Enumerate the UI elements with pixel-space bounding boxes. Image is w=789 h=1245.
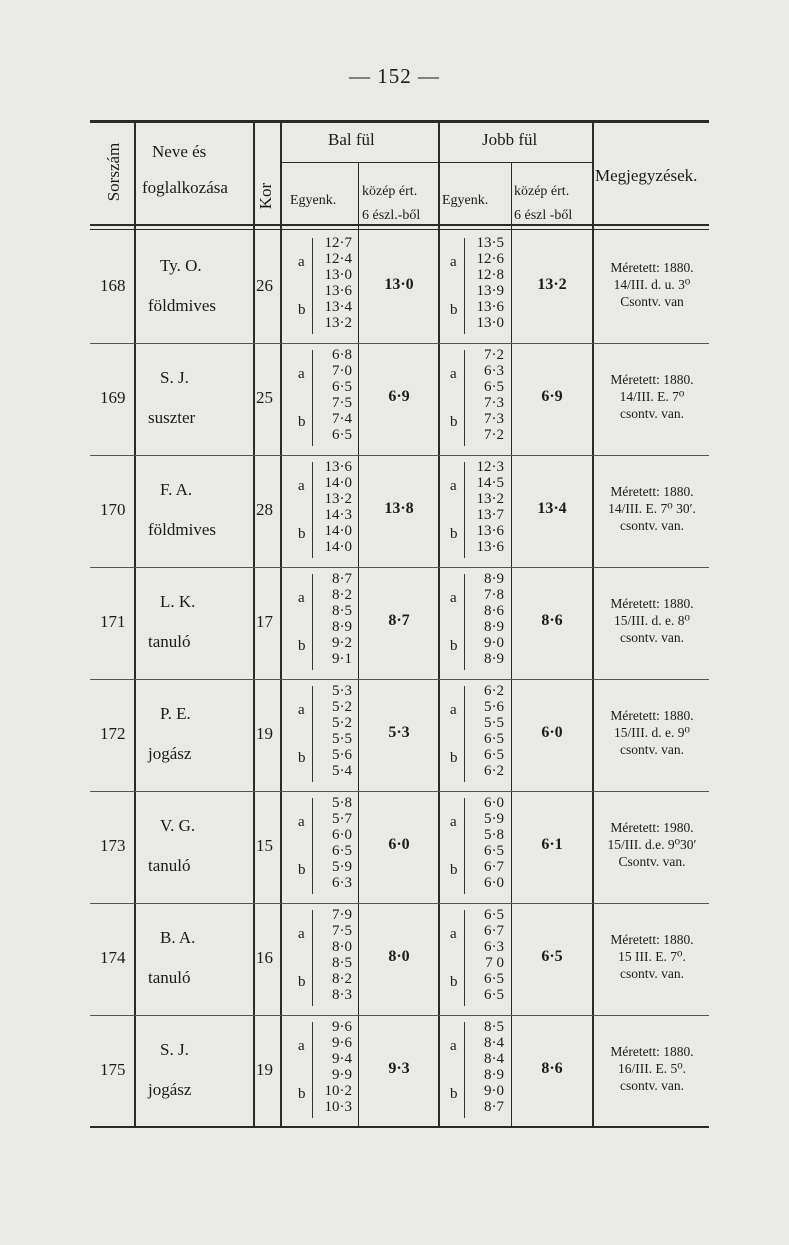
measurement-left: 5·3 xyxy=(332,683,352,699)
label-a: a xyxy=(450,1038,457,1054)
measurement-right: 8·4 xyxy=(484,1035,504,1051)
label-b: b xyxy=(450,750,458,766)
label-b: b xyxy=(450,974,458,990)
label-a: a xyxy=(298,254,305,270)
table-row xyxy=(90,1016,709,1129)
row-note: csontv. van. xyxy=(620,518,684,533)
row-note: 15/III. d. e. 9⁰ xyxy=(614,725,690,740)
row-number: 175 xyxy=(100,1060,126,1079)
measurement-left: 6·5 xyxy=(332,843,352,859)
label-b: b xyxy=(298,750,306,766)
measurement-right: 13·7 xyxy=(476,507,504,523)
average-left: 6·9 xyxy=(388,388,410,405)
label-a: a xyxy=(450,926,457,942)
average-right: 6·1 xyxy=(541,836,563,853)
measurement-left: 8·3 xyxy=(332,987,352,1003)
row-note: csontv. van. xyxy=(620,630,684,645)
measurement-right: 6·7 xyxy=(484,923,504,939)
measurement-right: 8·6 xyxy=(484,603,504,619)
header-kozep-ert-left: közép ért. xyxy=(362,184,418,199)
label-b: b xyxy=(450,302,458,318)
average-left: 8·7 xyxy=(388,612,410,629)
measurement-right: 13·6 xyxy=(476,523,504,539)
row-separator xyxy=(90,679,709,680)
page-number: — 152 — xyxy=(349,64,440,88)
measurement-left: 5·7 xyxy=(332,811,352,827)
measurement-right: 13·9 xyxy=(476,283,504,299)
measurement-right: 7·3 xyxy=(484,411,504,427)
measurement-left: 12·7 xyxy=(324,235,352,251)
label-a: a xyxy=(298,478,305,494)
measurement-right: 6·5 xyxy=(484,971,504,987)
measurement-right: 6·5 xyxy=(484,987,504,1003)
label-a: a xyxy=(450,366,457,382)
measurement-right: 7·2 xyxy=(484,347,504,363)
label-a: a xyxy=(298,926,305,942)
measurement-left: 5·8 xyxy=(332,795,352,811)
measurement-left: 9·1 xyxy=(332,651,352,667)
measurement-left: 8·2 xyxy=(332,971,352,987)
row-number: 174 xyxy=(100,948,126,967)
measurement-left: 14·0 xyxy=(324,539,352,555)
row-separator xyxy=(90,1015,709,1016)
measurement-left: 8·5 xyxy=(332,955,352,971)
measurement-right: 12·3 xyxy=(476,459,504,475)
row-separator xyxy=(90,791,709,792)
header-rule-1 xyxy=(90,224,709,226)
row-age: 19 xyxy=(256,724,273,743)
header-eszl-left: 6 észl.-ből xyxy=(362,208,421,223)
table-row xyxy=(90,568,709,681)
measurement-left: 8·5 xyxy=(332,603,352,619)
measurement-right: 7 0 xyxy=(485,955,504,971)
measurement-right: 6·0 xyxy=(484,875,504,891)
row-occupation: tanuló xyxy=(148,968,191,987)
average-right: 8·6 xyxy=(541,1060,563,1077)
measurement-left: 14·0 xyxy=(324,523,352,539)
table-row xyxy=(90,456,709,569)
row-name: S. J. xyxy=(160,1040,189,1059)
label-b: b xyxy=(450,638,458,654)
row-note: Méretett: 1980. xyxy=(610,820,694,835)
measurement-right: 6·5 xyxy=(484,731,504,747)
measurement-right: 9·0 xyxy=(484,1083,504,1099)
row-note: csontv. van. xyxy=(620,966,684,981)
label-b: b xyxy=(298,862,306,878)
measurement-right: 7·2 xyxy=(484,427,504,443)
label-a: a xyxy=(298,814,305,830)
measurement-right: 6·0 xyxy=(484,795,504,811)
row-note: 16/III. E. 5⁰. xyxy=(617,1061,687,1076)
measurement-left: 5·9 xyxy=(332,859,352,875)
measurement-left: 13·2 xyxy=(324,491,352,507)
label-a: a xyxy=(450,590,457,606)
average-left: 5·3 xyxy=(388,724,410,741)
header-sorszam: Sorszám xyxy=(104,142,123,202)
measurement-right: 6·5 xyxy=(484,907,504,923)
row-note: 14/III. E. 7⁰ xyxy=(619,389,685,404)
measurement-right: 6·2 xyxy=(484,763,504,779)
table-row xyxy=(90,344,709,457)
measurement-right: 12·8 xyxy=(476,267,504,283)
measurement-right: 13·6 xyxy=(476,539,504,555)
row-age: 26 xyxy=(256,276,273,295)
label-a: a xyxy=(298,702,305,718)
measurement-left: 7·5 xyxy=(332,395,352,411)
header-jobb-ful: Jobb fül xyxy=(482,130,538,149)
row-occupation: földmives xyxy=(148,520,216,539)
header-bal-ful: Bal fül xyxy=(328,130,375,149)
average-right: 6·0 xyxy=(541,724,563,741)
measurement-left: 5·4 xyxy=(332,763,352,779)
row-name: Ty. O. xyxy=(160,256,202,275)
row-note: 14/III. E. 7⁰ 30′. xyxy=(608,501,696,516)
label-a: a xyxy=(450,702,457,718)
label-a: a xyxy=(450,254,457,270)
measurement-right: 8·9 xyxy=(484,651,504,667)
label-b: b xyxy=(450,526,458,542)
row-note: Méretett: 1880. xyxy=(610,596,694,611)
row-occupation: tanuló xyxy=(148,856,191,875)
average-right: 8·6 xyxy=(541,612,563,629)
row-note: csontv. van. xyxy=(620,742,684,757)
measurement-left: 13·6 xyxy=(324,459,352,475)
row-note: Csontv. van. xyxy=(618,854,686,869)
row-number: 170 xyxy=(100,500,126,519)
measurement-right: 8·9 xyxy=(484,1067,504,1083)
measurement-right: 8·7 xyxy=(484,1099,504,1115)
row-number: 169 xyxy=(100,388,126,407)
measurement-left: 13·0 xyxy=(324,267,352,283)
average-left: 8·0 xyxy=(388,948,410,965)
measurement-left: 8·0 xyxy=(332,939,352,955)
row-age: 16 xyxy=(256,948,273,967)
measurement-right: 13·6 xyxy=(476,299,504,315)
measurement-left: 6·0 xyxy=(332,827,352,843)
measurement-right: 5·5 xyxy=(484,715,504,731)
average-right: 13·4 xyxy=(537,500,567,517)
row-number: 168 xyxy=(100,276,126,295)
measurement-right: 13·2 xyxy=(476,491,504,507)
row-note: Méretett: 1880. xyxy=(610,484,694,499)
row-name: P. E. xyxy=(160,704,191,723)
row-note: Méretett: 1880. xyxy=(610,260,694,275)
label-b: b xyxy=(450,414,458,430)
measurement-right: 7·3 xyxy=(484,395,504,411)
header-neve: Neve és xyxy=(152,142,207,161)
header-egyenk-left: Egyenk. xyxy=(290,193,337,208)
header-egyenk-right: Egyenk. xyxy=(442,193,489,208)
measurement-left: 8·9 xyxy=(332,619,352,635)
measurement-right: 6·2 xyxy=(484,683,504,699)
measurement-right: 6·5 xyxy=(484,747,504,763)
measurement-left: 9·6 xyxy=(332,1019,352,1035)
row-name: B. A. xyxy=(160,928,196,947)
measurement-left: 10·2 xyxy=(324,1083,352,1099)
label-b: b xyxy=(298,526,306,542)
row-note: Méretett: 1880. xyxy=(610,372,694,387)
average-right: 6·5 xyxy=(541,948,563,965)
measurement-left: 9·2 xyxy=(332,635,352,651)
average-left: 13·8 xyxy=(384,500,414,517)
label-b: b xyxy=(298,974,306,990)
measurement-right: 5·9 xyxy=(484,811,504,827)
row-number: 173 xyxy=(100,836,126,855)
header-rule-2 xyxy=(90,229,709,230)
measurement-left: 7·5 xyxy=(332,923,352,939)
header-kor: Kor xyxy=(256,182,275,210)
row-age: 25 xyxy=(256,388,273,407)
measurement-right: 8·5 xyxy=(484,1019,504,1035)
measurement-right: 9·0 xyxy=(484,635,504,651)
measurement-left: 10·3 xyxy=(324,1099,352,1115)
label-a: a xyxy=(450,478,457,494)
row-separator xyxy=(90,567,709,568)
measurement-left: 7·4 xyxy=(332,411,352,427)
table-row xyxy=(90,904,709,1017)
row-name: V. G. xyxy=(160,816,196,835)
row-separator xyxy=(90,343,709,344)
measurement-left: 6·5 xyxy=(332,427,352,443)
row-name: S. J. xyxy=(160,368,189,387)
measurement-right: 8·9 xyxy=(484,571,504,587)
header-megjegyzesek: Megjegyzések. xyxy=(595,166,698,185)
measurement-right: 6·3 xyxy=(484,939,504,955)
row-occupation: suszter xyxy=(148,408,196,427)
measurement-right: 6·3 xyxy=(484,363,504,379)
row-occupation: földmives xyxy=(148,296,216,315)
measurement-left: 9·6 xyxy=(332,1035,352,1051)
label-a: a xyxy=(298,1038,305,1054)
row-number: 171 xyxy=(100,612,126,631)
label-b: b xyxy=(298,414,306,430)
measurement-right: 6·5 xyxy=(484,843,504,859)
measurement-left: 8·7 xyxy=(332,571,352,587)
measurement-right: 7·8 xyxy=(484,587,504,603)
measurement-right: 5·6 xyxy=(484,699,504,715)
measurement-left: 14·0 xyxy=(324,475,352,491)
row-note: Méretett: 1880. xyxy=(610,1044,694,1059)
row-note: csontv. van. xyxy=(620,406,684,421)
row-age: 17 xyxy=(256,612,273,631)
table-row xyxy=(90,232,709,345)
row-age: 19 xyxy=(256,1060,273,1079)
row-name: F. A. xyxy=(160,480,193,499)
average-left: 9·3 xyxy=(388,1060,410,1077)
measurement-left: 9·9 xyxy=(332,1067,352,1083)
measurement-left: 6·8 xyxy=(332,347,352,363)
measurement-right: 8·4 xyxy=(484,1051,504,1067)
average-right: 13·2 xyxy=(537,276,567,293)
measurement-table xyxy=(90,120,709,1135)
measurement-left: 6·5 xyxy=(332,379,352,395)
label-a: a xyxy=(450,814,457,830)
measurement-left: 13·2 xyxy=(324,315,352,331)
row-note: csontv. van. xyxy=(620,1078,684,1093)
row-note: 15 III. E. 7⁰. xyxy=(618,949,686,964)
label-b: b xyxy=(450,862,458,878)
measurement-left: 5·2 xyxy=(332,715,352,731)
average-right: 6·9 xyxy=(541,388,563,405)
table-row xyxy=(90,680,709,793)
measurement-left: 8·2 xyxy=(332,587,352,603)
label-a: a xyxy=(298,366,305,382)
measurement-left: 12·4 xyxy=(324,251,352,267)
row-number: 172 xyxy=(100,724,126,743)
row-note: Csontv. van xyxy=(620,294,684,309)
measurement-right: 8·9 xyxy=(484,619,504,635)
measurement-left: 14·3 xyxy=(324,507,352,523)
row-separator xyxy=(90,455,709,456)
label-a: a xyxy=(298,590,305,606)
header-foglalkozasa: foglalkozása xyxy=(142,178,228,197)
measurement-right: 14·5 xyxy=(476,475,504,491)
row-note: Méretett: 1880. xyxy=(610,708,694,723)
table-row xyxy=(90,792,709,905)
measurement-right: 6·5 xyxy=(484,379,504,395)
row-note: 15/III. d.e. 9⁰30′ xyxy=(607,837,697,852)
measurement-left: 13·6 xyxy=(324,283,352,299)
measurement-left: 6·3 xyxy=(332,875,352,891)
measurement-left: 7·0 xyxy=(332,363,352,379)
average-left: 13·0 xyxy=(384,276,414,293)
row-separator xyxy=(90,903,709,904)
measurement-left: 5·6 xyxy=(332,747,352,763)
average-left: 6·0 xyxy=(388,836,410,853)
header-eszl-right: 6 észl -ből xyxy=(514,208,573,223)
row-name: L. K. xyxy=(160,592,196,611)
measurement-left: 9·4 xyxy=(332,1051,352,1067)
row-age: 28 xyxy=(256,500,273,519)
label-b: b xyxy=(298,302,306,318)
row-occupation: jogász xyxy=(148,1080,192,1099)
header-kozep-ert-right: közép ért. xyxy=(514,184,570,199)
row-note: 15/III. d. e. 8⁰ xyxy=(614,613,690,628)
measurement-right: 6·7 xyxy=(484,859,504,875)
measurement-left: 7·9 xyxy=(332,907,352,923)
row-note: Méretett: 1880. xyxy=(610,932,694,947)
measurement-right: 12·6 xyxy=(476,251,504,267)
measurement-right: 5·8 xyxy=(484,827,504,843)
label-b: b xyxy=(298,1086,306,1102)
measurement-right: 13·5 xyxy=(476,235,504,251)
measurement-left: 13·4 xyxy=(324,299,352,315)
row-occupation: tanuló xyxy=(148,632,191,651)
row-note: 14/III. d. u. 3⁰ xyxy=(613,277,691,292)
measurement-right: 13·0 xyxy=(476,315,504,331)
label-b: b xyxy=(450,1086,458,1102)
row-age: 15 xyxy=(256,836,273,855)
label-b: b xyxy=(298,638,306,654)
measurement-left: 5·2 xyxy=(332,699,352,715)
measurement-left: 5·5 xyxy=(332,731,352,747)
header-sub-rule xyxy=(280,162,592,163)
row-occupation: jogász xyxy=(148,744,192,763)
table-top-rule xyxy=(90,120,709,123)
